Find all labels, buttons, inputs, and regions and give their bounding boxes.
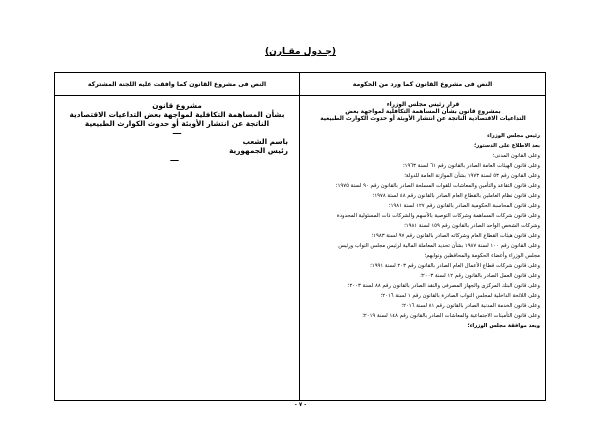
government-body — [306, 131, 540, 331]
page-title-text: (جـدول مقـارن) — [265, 47, 336, 57]
committee-heading-line: الناتجة عن انتشار الأوبئة أو حدوث الكوارث الطبيعية — [84, 119, 270, 128]
preamble-line: بعد الاطلاع على الدستور؛ — [474, 143, 540, 150]
comparison-table — [54, 72, 546, 401]
in-the-name-of-the-people: باسم الشعب — [242, 137, 288, 146]
committee-heading-line: بشأن المساهمة التكافلية لمواجهة بعض التداعيات الاقتصادية — [69, 110, 285, 119]
preamble-line: وعلى القانون رقم ١٠٠ لسنة ١٩٨٧ بشأن تحديد المعاملة المالية لرئيس مجلس النواب ورئيس — [338, 243, 540, 250]
preamble-line: وعلى قانون شركات المساهمة وشركات التوصية بالأسهم والشركات ذات المسئولية المحدودة — [336, 213, 540, 220]
page-title — [0, 47, 601, 57]
preamble-line: وعلى قانون البنك المركزى والجهاز المصرفى والنقد الصادر بالقانون رقم ٨٨ لسنة ٢٠٠٣؛ — [347, 283, 540, 290]
header-government: النص فى مشروع القانون كما ورد من الحكومة — [300, 73, 546, 96]
government-heading-line: التداعيات الاقتصادية الناتجة عن انتشار الأوبئة أو حدوث الكوارث الطبيعية — [320, 115, 526, 122]
preamble-line: وعلى قانون هيئات القطاع العام وشركاته الصادر بالقانون رقم ٩٧ لسنة ١٩٨٣؛ — [371, 233, 540, 240]
committee-text-cell — [55, 96, 300, 401]
government-heading-line: قرار رئيس مجلس الوزراء — [386, 102, 460, 108]
preamble-line: وبعد موافقة مجلس الوزراء؛ — [467, 323, 540, 330]
committee-heading-line: مشروع قانون — [152, 101, 202, 110]
preamble-line: وعلى قانون نظام العاملين بالقطاع العام الصادر بالقانون رقم ٤٨ لسنة ١٩٧٨؛ — [372, 193, 540, 200]
president-of-the-republic: رئيس الجمهورية — [229, 146, 288, 155]
government-heading-line: بمشروع قانون بشأن المساهمة التكافلية لمواجهة بعض — [345, 108, 501, 115]
signature-dash: ـــ — [170, 154, 179, 163]
government-heading — [306, 102, 540, 122]
preamble-line: وعلى قانون التقاعد والتأمين والمعاشات للقوات المسلحة الصادر بالقانون رقم ٩٠ لسنة ١٩٧٥؛ — [335, 183, 540, 190]
preamble-line: وعلى قانون الهيئات العامة الصادر بالقانون رقم ٦١ لسنة ١٩٦٣؛ — [402, 163, 540, 170]
preamble-line: وعلى قانون العمل الصادر بالقانون رقم ١٢ لسنة ٢٠٠٣؛ — [420, 273, 540, 280]
header-committee: النص فى مشروع القانون كما وافقت عليه اللجنة المشتركة — [55, 73, 300, 96]
page-number: - ٧ - — [294, 402, 307, 408]
heading-dash: ـــ — [172, 127, 182, 136]
preamble-line: وعلى القانون المدنى؛ — [492, 153, 540, 160]
committee-signature — [61, 137, 293, 162]
preamble-line: وشركات الشخص الواحد الصادر بالقانون رقم ١٥٩ لسنة ١٩٨١؛ — [404, 223, 540, 230]
government-text-cell — [300, 96, 546, 401]
preamble-line: وعلى قانون الخدمة المدنية الصادر بالقانون رقم ٨١ لسنة ٢٠١٦؛ — [401, 303, 540, 310]
preamble-line: وعلى قانون المحاسبة الحكومية الصادر بالقانون رقم ١٢٧ لسنة ١٩٨١؛ — [388, 203, 540, 210]
table-body-row — [55, 96, 546, 401]
preamble-line: وعلى القانون رقم ٥٣ لسنة ١٩٧٣ بشأن الموازنة العامة للدولة؛ — [404, 173, 540, 180]
preamble-line: مجلس الوزراء وأعضاء الحكومة والمحافظين ونوابهم؛ — [424, 253, 540, 260]
preamble-line: وعلى اللائحة الداخلية لمجلس النواب الصادرة بالقانون رقم ١ لسنة ٢٠١٦؛ — [380, 293, 540, 300]
preamble-line: رئيس مجلس الوزراء — [487, 133, 540, 140]
table-header-row — [55, 73, 546, 96]
committee-heading — [61, 101, 293, 135]
preamble-line: وعلى قانون شركات قطاع الأعمال العام الصادر بالقانون رقم ٢٠٣ لسنة ١٩٩١؛ — [370, 263, 540, 270]
preamble-line: وعلى قانون التأمينات الاجتماعية والمعاشات الصادر بالقانون رقم ١٤٨ لسنة ٢٠١٩؛ — [362, 313, 540, 320]
